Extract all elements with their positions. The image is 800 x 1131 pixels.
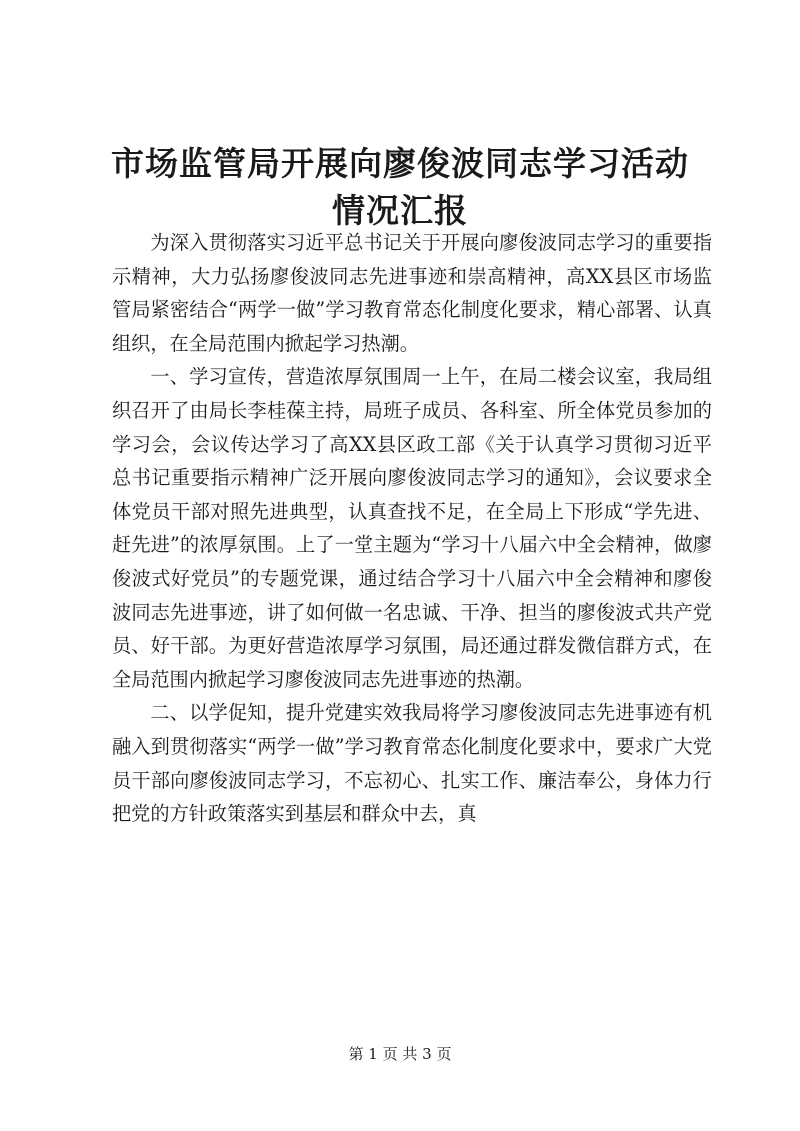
paragraph-section-1: 一、学习宣传，营造浓厚氛围周一上午，在局二楼会议室，我局组织召开了由局长李桂葆主持，局班子成员、各科室、所全体党员参加的学习会，会议传达学习了高XX县区政工部《关于认真学习贯彻习近平总书记重要指示精神广泛开展向廖俊波同志学习的通知》，会议要求全体党员干部对照先进典型，认真查找不足，在全局上下形成“学先进、赶先进”的浓厚氛围。上了一堂主题为“学习十八届六中全会精神，做廖俊波式好党员”的专题党课，通过结合学习十八届六中全会精神和廖俊波同志先进事迹，讲了如何做一名忠诚、干净、担当的廖俊波式共产党员、好干部。为更好营造浓厚学习氛围，局还通过群发微信群方式，在全局范围内掀起学习廖俊波同志先进事迹的热潮。 — [112, 365, 712, 691]
page-number-footer: 第 1 页 共 3 页 — [348, 1045, 452, 1063]
document-body — [112, 226, 712, 831]
paragraph-intro: 为深入贯彻落实习近平总书记关于开展向廖俊波同志学习的重要指示精神，大力弘扬廖俊波同志先进事迹和崇高精神，高XX县区市场监管局紧密结合“两学一做”学习教育常态化制度化要求，精心部署、认真组织，在全局范围内掀起学习热潮。 — [112, 231, 712, 355]
document-title: 市场监管局开展向廖俊波同志学习活动情况汇报 — [111, 144, 689, 230]
paragraph-section-2: 二、以学促知，提升党建实效我局将学习廖俊波同志先进事迹有机融入到贯彻落实“两学一做”学习教育常态化制度化要求中，要求广大党员干部向廖俊波同志学习，不忘初心、扎实工作、廉洁奉公，身体力行把党的方针政策落实到基层和群众中去，真 — [112, 701, 712, 826]
